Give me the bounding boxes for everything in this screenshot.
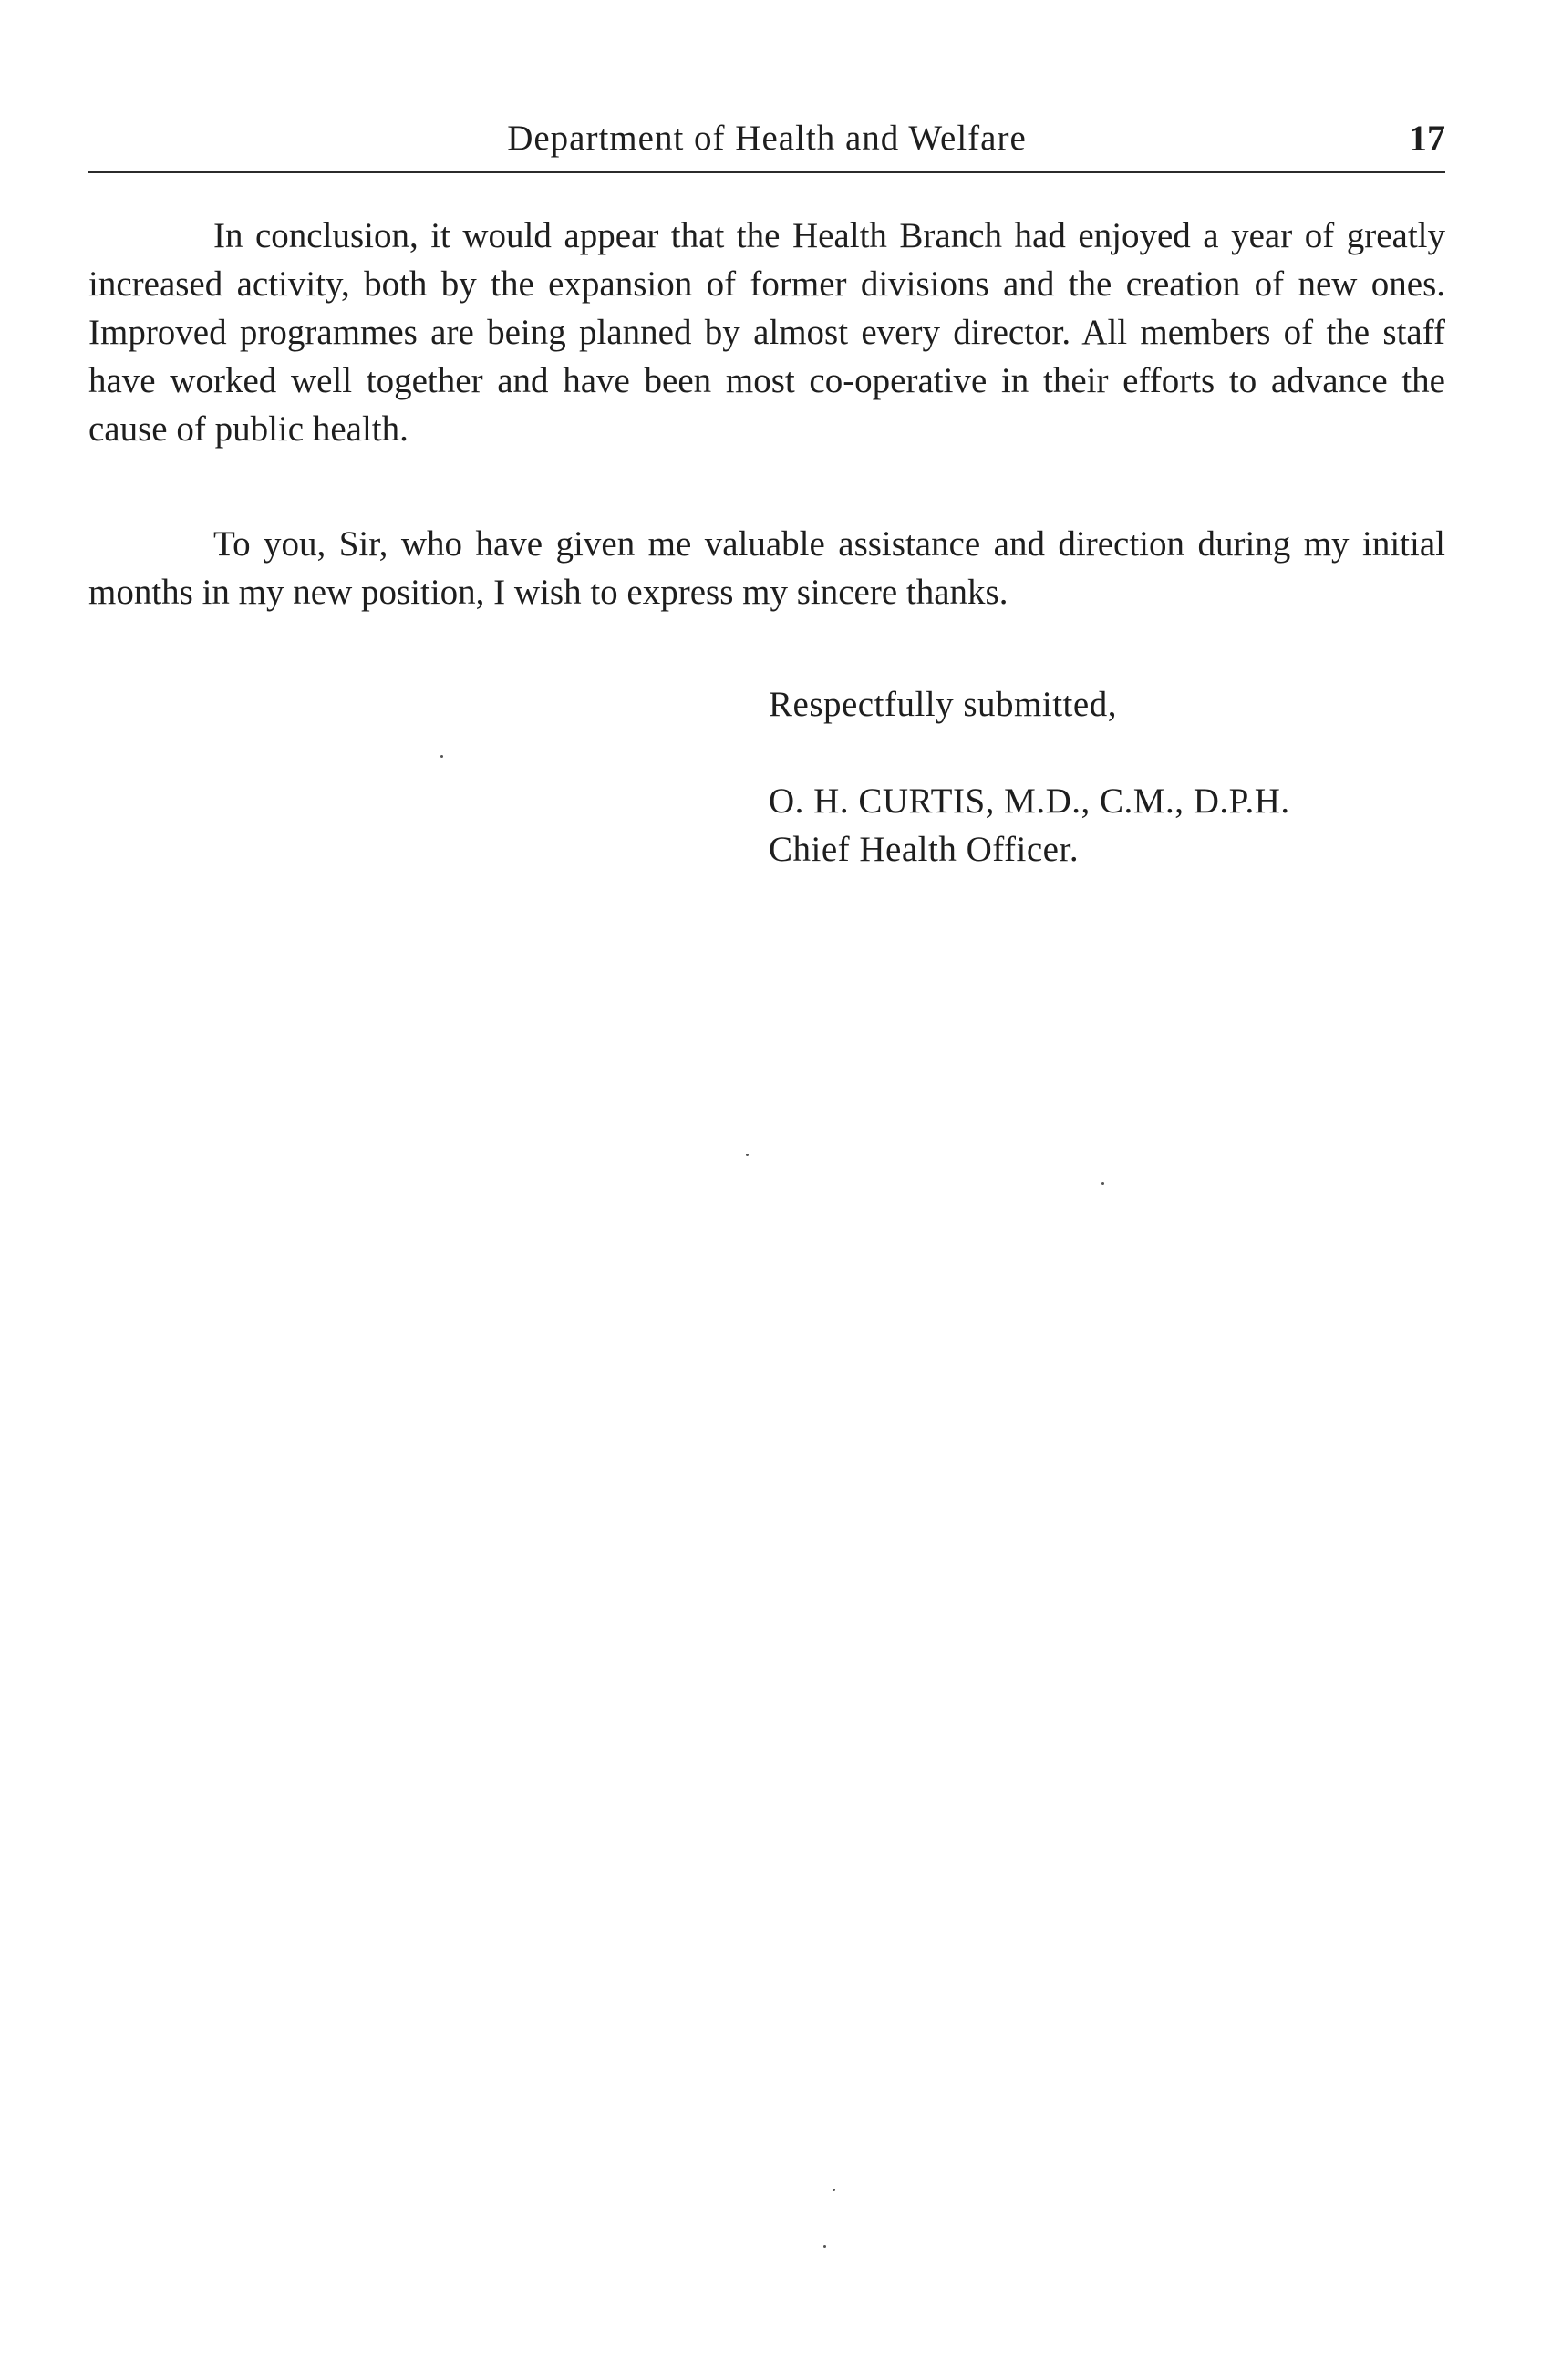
scan-speck	[833, 2189, 835, 2191]
page-number: 17	[1409, 118, 1445, 159]
closing-salutation: Respectfully submitted,	[769, 685, 1117, 724]
scan-speck	[440, 755, 443, 758]
paragraph-conclusion: In conclusion, it would appear that the Health Branch had enjoyed a year of greatly increased activity, both by the expansion of former divisions and the creation of new ones. Improved programmes are being planned by almost every director. All members of the staff have worked well together and have been most co-operative in their efforts to advance the cause of public health.	[88, 216, 1445, 449]
scan-speck	[823, 2245, 826, 2248]
signer-title: Chief Health Officer.	[769, 830, 1080, 869]
paragraph-thanks: To you, Sir, who have given me valuable assistance and direction during my initial months in my new position, I wish to express my sincere thanks.	[88, 524, 1445, 612]
signer-name: O. H. CURTIS, M.D., C.M., D.P.H.	[769, 781, 1290, 821]
scan-speck	[1101, 1182, 1104, 1185]
running-header	[88, 111, 1445, 166]
running-title: Department of Health and Welfare	[507, 119, 1027, 158]
scan-speck	[746, 1154, 749, 1156]
header-rule	[88, 171, 1445, 173]
